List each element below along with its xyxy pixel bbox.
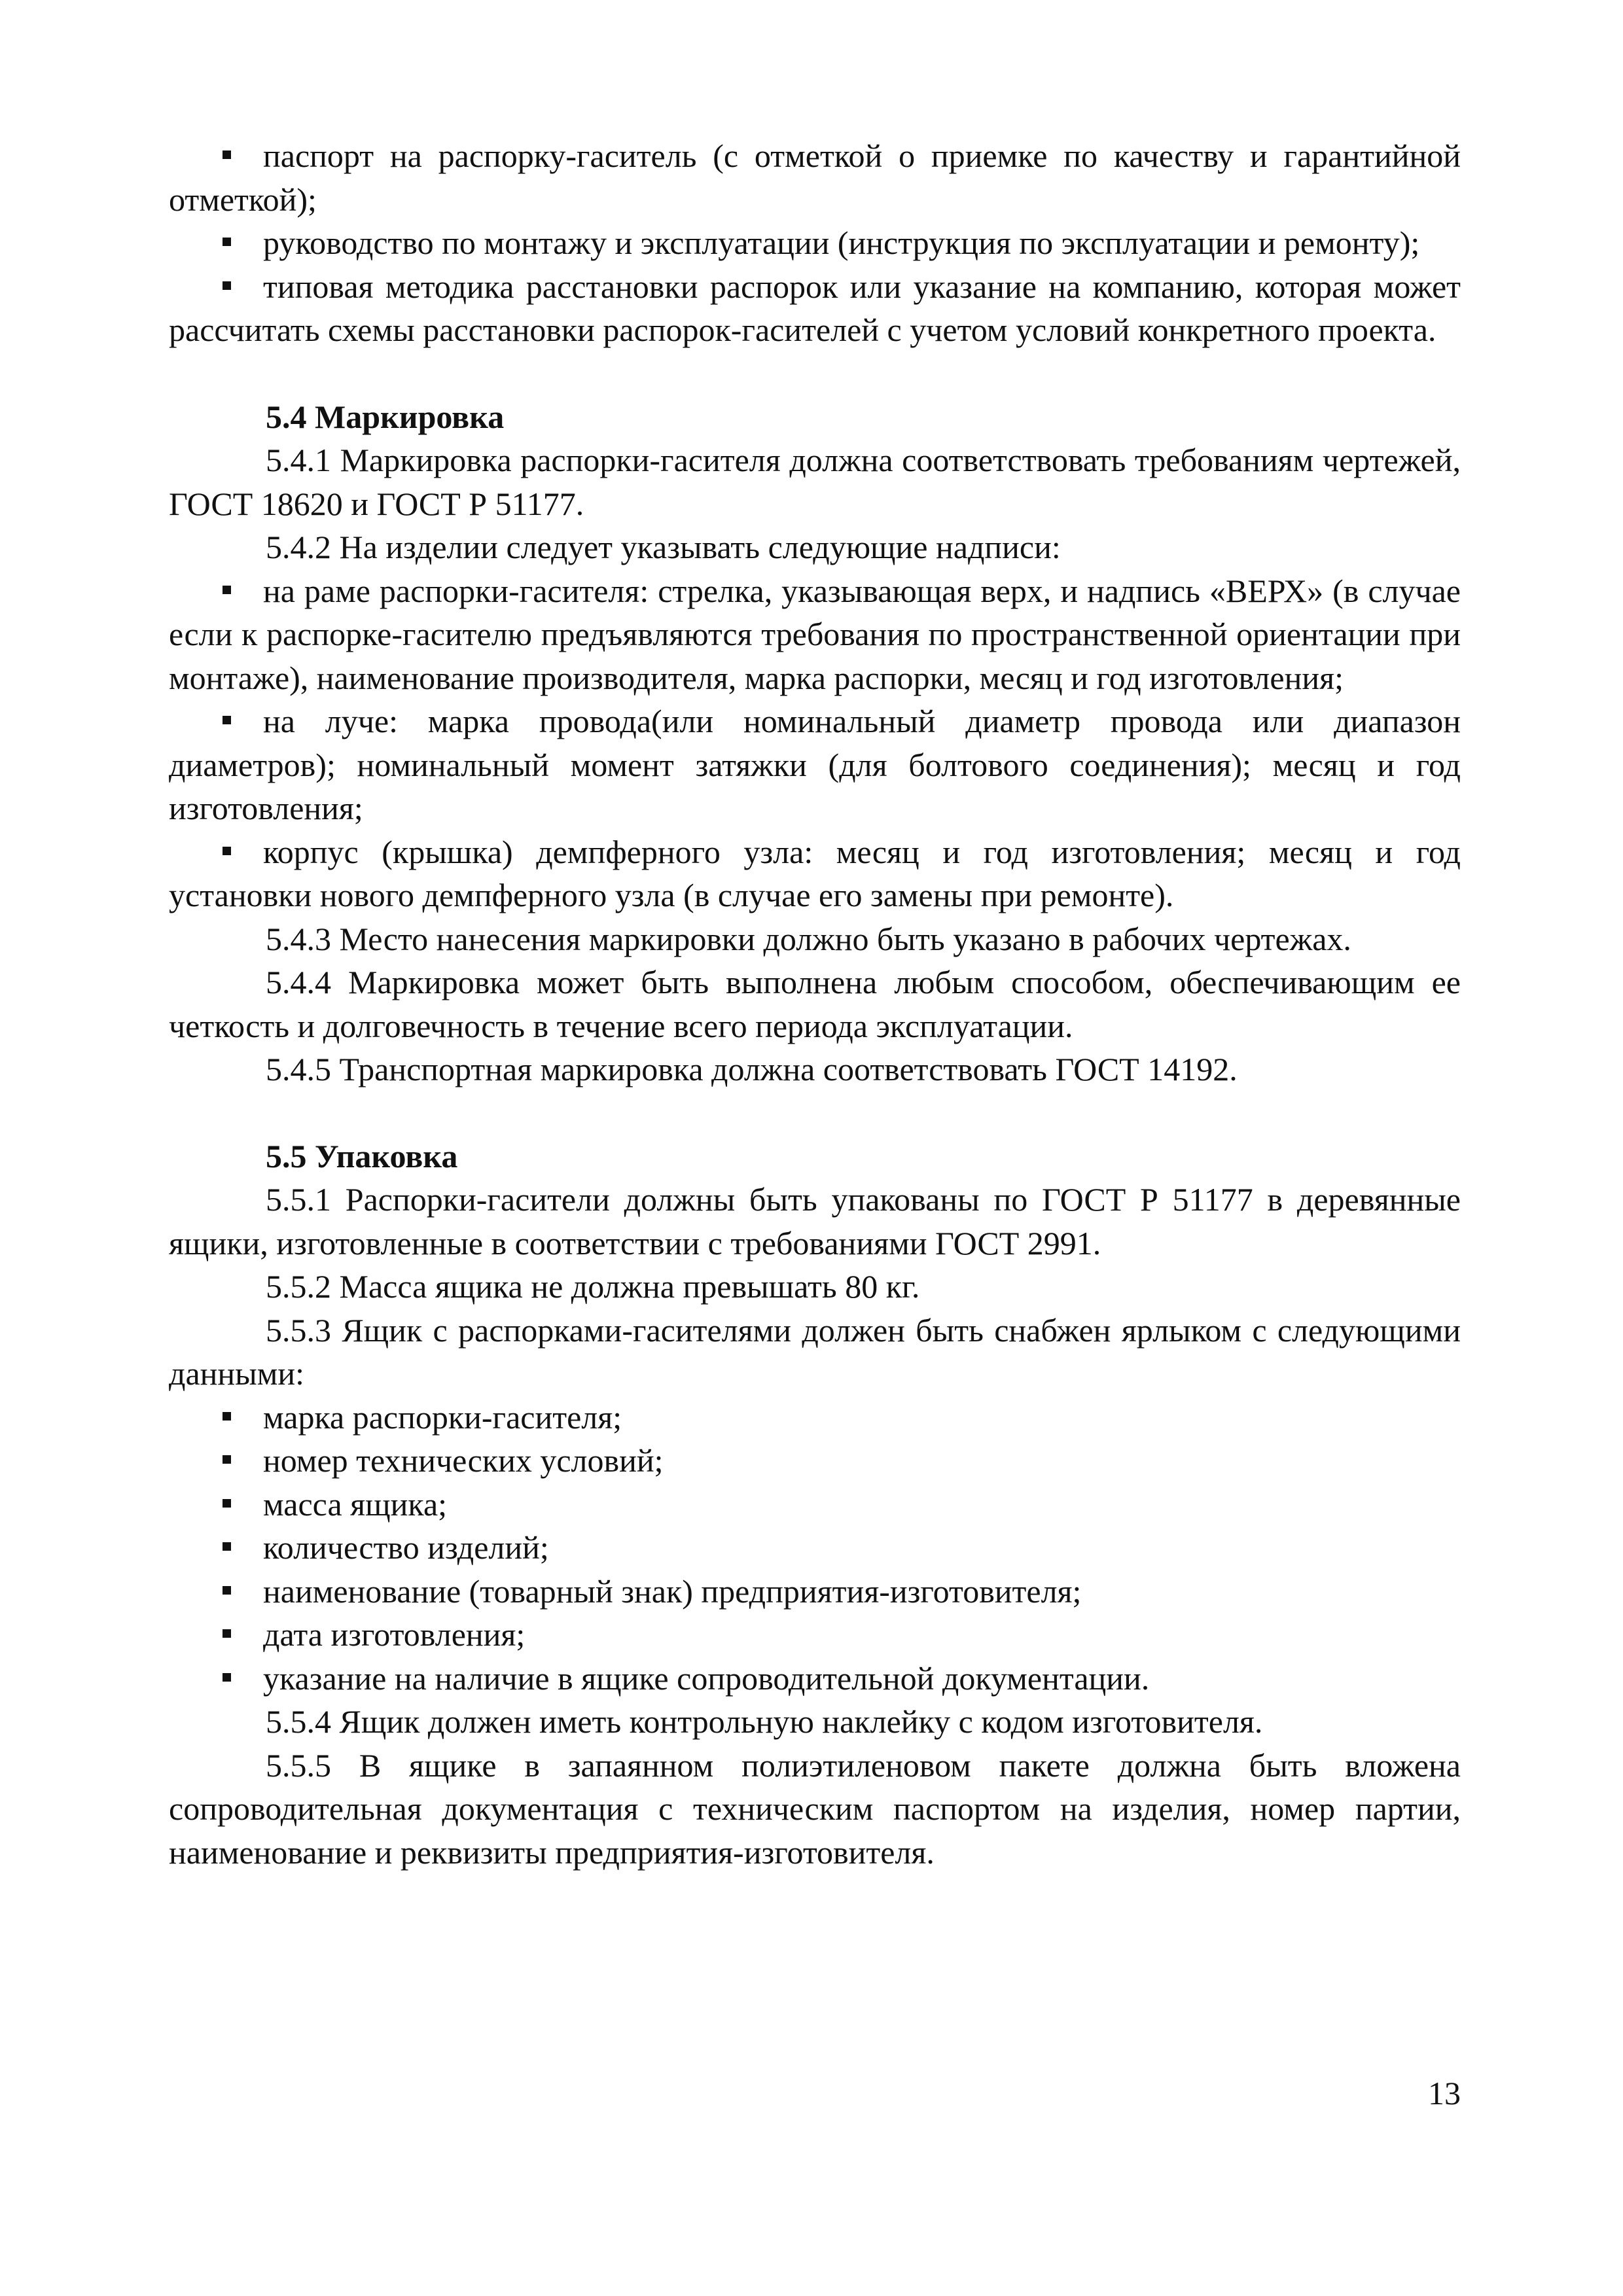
bullet-square-icon	[223, 586, 231, 594]
bullet-square-icon	[223, 1586, 231, 1595]
paragraph-5-4-3: 5.4.3 Место нанесения маркировки должно быть указано в рабочих чертежах.	[266, 920, 1351, 957]
paragraph-5-5-1: 5.5.1 Распорки-гасители должны быть упакованы по ГОСТ Р 51177 в деревянные ящики, изготовленные в соответствии с требованиями ГОСТ 2991.	[169, 1181, 1461, 1262]
bullet-square-icon	[223, 150, 231, 159]
paragraph-5-4-2: 5.4.2 На изделии следует указывать следующие надписи:	[266, 529, 1061, 565]
bullet-square-icon	[223, 1412, 231, 1421]
bullet-square-icon	[223, 1629, 231, 1638]
paragraph-5-5-3: 5.5.3 Ящик с распорками-гасителями должен быть снабжен ярлыком с следующими данными:	[169, 1311, 1461, 1392]
bullet-square-icon	[223, 1499, 231, 1508]
bullet-square-icon	[223, 1673, 231, 1682]
paragraph-5-4-4: 5.4.4 Маркировка может быть выполнена любым способом, обеспечивающим ее четкость и долговечность в течение всего периода эксплуатации.	[169, 964, 1461, 1044]
list-item: паспорт на распорку-гаситель (с отметкой о приемке по качеству и гарантийной отметкой);	[169, 137, 1461, 218]
list-item: типовая методика расстановки распорок или указание на компанию, которая может рассчитать схемы расстановки распорок-гасителей с учетом условий конкретного проекта.	[169, 268, 1461, 348]
list-item: номер технических условий;	[169, 1439, 1461, 1483]
document-page	[169, 134, 1461, 1874]
paragraph-5-5-5: 5.5.5 В ящике в запаянном полиэтиленовом пакете должна быть вложена сопроводительная документация с техническим паспортом на изделия, номер партии, наименование и реквизиты предприятия-изготовителя.	[169, 1746, 1461, 1871]
list-item: дата изготовления;	[169, 1613, 1461, 1657]
section-heading-5-5: 5.5 Упаковка	[266, 1137, 458, 1174]
bullet-square-icon	[223, 281, 231, 290]
list-item: корпус (крышка) демпферного узла: месяц и год изготовления; месяц и год установки нового демпферного узла (в случае его замены при ремонте).	[169, 833, 1461, 913]
bullet-square-icon	[223, 716, 231, 724]
paragraph-5-4-5: 5.4.5 Транспортная маркировка должна соответствовать ГОСТ 14192.	[266, 1051, 1238, 1087]
bullet-square-icon	[223, 1455, 231, 1464]
paragraph-5-5-4: 5.5.4 Ящик должен иметь контрольную наклейку с кодом изготовителя.	[266, 1703, 1263, 1740]
list-item: на луче: марка провода(или номинальный диаметр провода или диапазон диаметров); номинальный момент затяжки (для болтового соединения); месяц и год изготовления;	[169, 703, 1461, 826]
paragraph-5-4-1: 5.4.1 Маркировка распорки-гасителя должна соответствовать требованиям чертежей, ГОСТ 18620 и ГОСТ Р 51177.	[169, 442, 1461, 522]
bullet-square-icon	[223, 1542, 231, 1551]
list-item: марка распорки-гасителя;	[169, 1396, 1461, 1439]
list-item: масса ящика;	[169, 1483, 1461, 1527]
page-number: 13	[1428, 2075, 1461, 2111]
list-item: наименование (товарный знак) предприятия-изготовителя;	[169, 1570, 1461, 1614]
bullet-square-icon	[223, 238, 231, 246]
section-heading-5-4: 5.4 Маркировка	[266, 398, 505, 435]
list-item: руководство по монтажу и эксплуатации (инструкция по эксплуатации и ремонту);	[169, 221, 1461, 265]
list-item: указание на наличие в ящике сопроводительной документации.	[169, 1657, 1461, 1701]
paragraph-5-5-2: 5.5.2 Масса ящика не должна превышать 80 кг.	[266, 1268, 920, 1305]
list-item: на раме распорки-гасителя: стрелка, указывающая верх, и надпись «ВЕРХ» (в случае если к распорке-гасителю предъявляются требования по пространственной ориентации при монтаже), наименование производителя, марка распорки, месяц и год изготовления;	[169, 572, 1461, 696]
bullet-square-icon	[223, 847, 231, 855]
list-item: количество изделий;	[169, 1526, 1461, 1570]
